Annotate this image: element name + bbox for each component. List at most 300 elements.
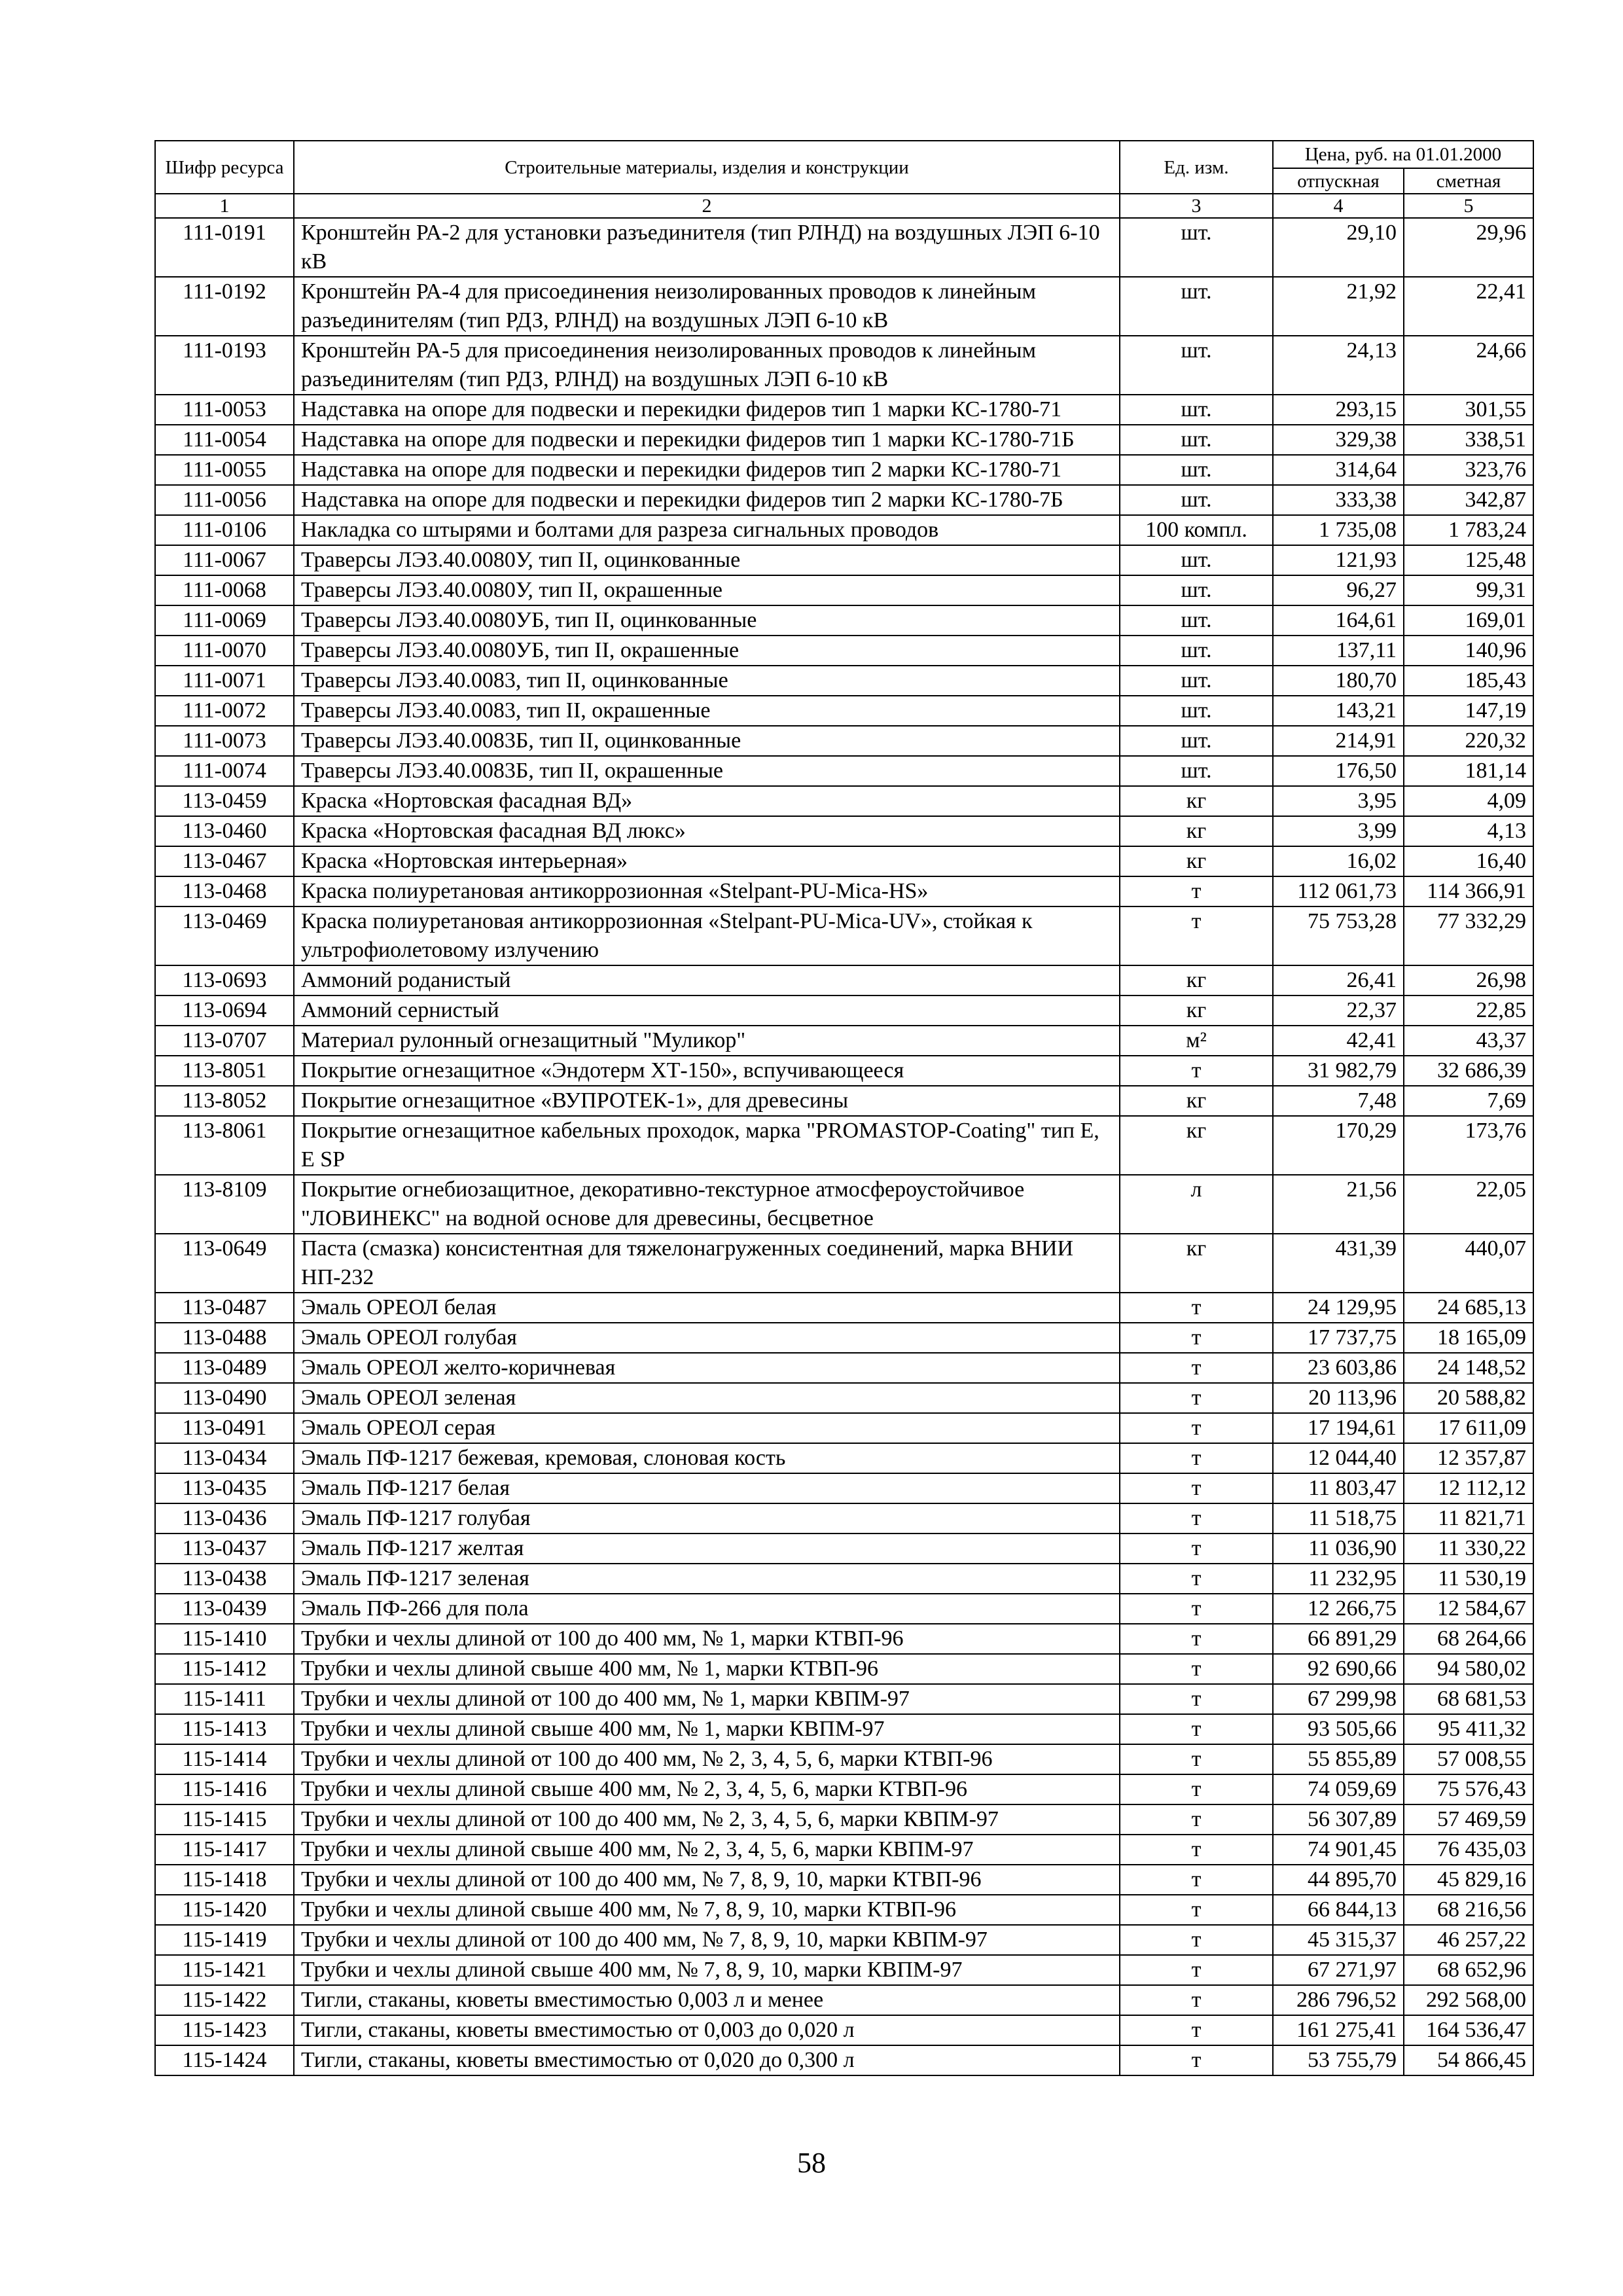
cell-name: Краска полиуретановая антикоррозионная «Stelpant-PU-Mica-HS» (294, 876, 1120, 906)
resource-price-table (154, 140, 1534, 2076)
table-row (155, 786, 1533, 816)
cell-code: 113-8051 (155, 1056, 294, 1086)
cell-estimate: 147,19 (1404, 696, 1533, 726)
cell-code: 113-0435 (155, 1473, 294, 1503)
cell-code: 113-0439 (155, 1594, 294, 1624)
cell-code: 113-0707 (155, 1026, 294, 1056)
cell-estimate: 29,96 (1404, 218, 1533, 277)
cell-name: Трубки и чехлы длиной свыше 400 мм, № 1, марки КТВП-96 (294, 1654, 1120, 1684)
cell-unit: т (1120, 1353, 1273, 1383)
cell-unit: шт. (1120, 395, 1273, 425)
cell-code: 111-0072 (155, 696, 294, 726)
cell-release: 161 275,41 (1273, 2015, 1404, 2045)
cell-name: Трубки и чехлы длиной свыше 400 мм, № 7, 8, 9, 10, марки КТВП-96 (294, 1895, 1120, 1925)
cell-code: 113-8061 (155, 1116, 294, 1175)
cell-unit: 100 компл. (1120, 515, 1273, 545)
table-row (155, 1925, 1533, 1955)
cell-release: 22,37 (1273, 996, 1404, 1026)
cell-unit: т (1120, 1654, 1273, 1684)
table-row (155, 965, 1533, 996)
cell-name: Покрытие огнезащитное «ВУПРОТЕК-1», для древесины (294, 1086, 1120, 1116)
cell-estimate: 12 112,12 (1404, 1473, 1533, 1503)
cell-release: 7,48 (1273, 1086, 1404, 1116)
cell-unit: т (1120, 1985, 1273, 2015)
cell-unit: т (1120, 1714, 1273, 1744)
cell-estimate: 76 435,03 (1404, 1835, 1533, 1865)
cell-unit: т (1120, 1925, 1273, 1955)
table-row (155, 1594, 1533, 1624)
table-row (155, 515, 1533, 545)
cell-estimate: 94 580,02 (1404, 1654, 1533, 1684)
cell-estimate: 169,01 (1404, 605, 1533, 636)
cell-estimate: 77 332,29 (1404, 906, 1533, 965)
cell-unit: шт. (1120, 545, 1273, 575)
cell-release: 17 737,75 (1273, 1323, 1404, 1353)
cell-estimate: 7,69 (1404, 1086, 1533, 1116)
cell-name: Краска «Нортовская интерьерная» (294, 846, 1120, 876)
cell-name: Трубки и чехлы длиной от 100 до 400 мм, № 7, 8, 9, 10, марки КТВП-96 (294, 1865, 1120, 1895)
cell-estimate: 32 686,39 (1404, 1056, 1533, 1086)
cell-name: Тигли, стаканы, кюветы вместимостью от 0,003 до 0,020 л (294, 2015, 1120, 2045)
cell-release: 314,64 (1273, 455, 1404, 485)
cell-name: Краска «Нортовская фасадная ВД» (294, 786, 1120, 816)
cell-code: 113-0694 (155, 996, 294, 1026)
cell-estimate: 20 588,82 (1404, 1383, 1533, 1413)
cell-estimate: 24 148,52 (1404, 1353, 1533, 1383)
cell-unit: т (1120, 1624, 1273, 1654)
cell-name: Эмаль ПФ-1217 бежевая, кремовая, слоновая кость (294, 1443, 1120, 1473)
cell-estimate: 95 411,32 (1404, 1714, 1533, 1744)
cell-release: 333,38 (1273, 485, 1404, 515)
cell-estimate: 68 264,66 (1404, 1624, 1533, 1654)
cell-release: 164,61 (1273, 605, 1404, 636)
cell-name: Тигли, стаканы, кюветы вместимостью от 0,020 до 0,300 л (294, 2045, 1120, 2075)
table-row (155, 816, 1533, 846)
cell-unit: т (1120, 1293, 1273, 1323)
column-number: 1 (155, 194, 294, 218)
cell-release: 21,56 (1273, 1175, 1404, 1234)
cell-estimate: 43,37 (1404, 1026, 1533, 1056)
cell-release: 3,95 (1273, 786, 1404, 816)
cell-estimate: 338,51 (1404, 425, 1533, 455)
cell-code: 115-1420 (155, 1895, 294, 1925)
cell-release: 143,21 (1273, 696, 1404, 726)
cell-code: 111-0056 (155, 485, 294, 515)
cell-unit: кг (1120, 846, 1273, 876)
cell-unit: кг (1120, 996, 1273, 1026)
cell-name: Траверсы ЛЭЗ.40.0083Б, тип II, оцинкованные (294, 726, 1120, 756)
table-row (155, 1026, 1533, 1056)
cell-unit: т (1120, 1804, 1273, 1835)
column-number: 4 (1273, 194, 1404, 218)
cell-release: 286 796,52 (1273, 1985, 1404, 2015)
cell-code: 113-8109 (155, 1175, 294, 1234)
table-row (155, 726, 1533, 756)
cell-code: 115-1423 (155, 2015, 294, 2045)
cell-estimate: 57 469,59 (1404, 1804, 1533, 1835)
cell-code: 113-0467 (155, 846, 294, 876)
table-body (155, 218, 1533, 2075)
cell-release: 67 271,97 (1273, 1955, 1404, 1985)
cell-release: 24,13 (1273, 336, 1404, 395)
cell-release: 180,70 (1273, 666, 1404, 696)
cell-release: 3,99 (1273, 816, 1404, 846)
cell-code: 113-0438 (155, 1564, 294, 1594)
cell-release: 23 603,86 (1273, 1353, 1404, 1383)
table-row (155, 1835, 1533, 1865)
cell-name: Траверсы ЛЭЗ.40.0080У, тип II, окрашенные (294, 575, 1120, 605)
cell-unit: шт. (1120, 425, 1273, 455)
table-row (155, 545, 1533, 575)
cell-release: 66 891,29 (1273, 1624, 1404, 1654)
cell-code: 111-0073 (155, 726, 294, 756)
cell-name: Трубки и чехлы длиной от 100 до 400 мм, № 2, 3, 4, 5, 6, марки КВПМ-97 (294, 1804, 1120, 1835)
table-row (155, 1175, 1533, 1234)
table-row (155, 666, 1533, 696)
cell-unit: кг (1120, 1234, 1273, 1293)
column-number: 2 (294, 194, 1120, 218)
cell-name: Трубки и чехлы длиной от 100 до 400 мм, № 2, 3, 4, 5, 6, марки КТВП-96 (294, 1744, 1120, 1774)
cell-estimate: 173,76 (1404, 1116, 1533, 1175)
cell-code: 115-1417 (155, 1835, 294, 1865)
cell-release: 1 735,08 (1273, 515, 1404, 545)
cell-release: 121,93 (1273, 545, 1404, 575)
table-row (155, 1116, 1533, 1175)
cell-estimate: 54 866,45 (1404, 2045, 1533, 2075)
cell-name: Эмаль ПФ-1217 зеленая (294, 1564, 1120, 1594)
header-unit: Ед. изм. (1120, 141, 1273, 194)
cell-code: 111-0106 (155, 515, 294, 545)
cell-unit: кг (1120, 965, 1273, 996)
cell-release: 16,02 (1273, 846, 1404, 876)
cell-name: Трубки и чехлы длиной от 100 до 400 мм, № 7, 8, 9, 10, марки КВПМ-97 (294, 1925, 1120, 1955)
column-number: 3 (1120, 194, 1273, 218)
cell-estimate: 75 576,43 (1404, 1774, 1533, 1804)
cell-unit: т (1120, 1895, 1273, 1925)
cell-code: 113-0491 (155, 1413, 294, 1443)
cell-estimate: 185,43 (1404, 666, 1533, 696)
table-row (155, 1804, 1533, 1835)
cell-unit: т (1120, 1383, 1273, 1413)
header-name: Строительные материалы, изделия и конструкции (294, 141, 1120, 194)
cell-code: 115-1416 (155, 1774, 294, 1804)
cell-name: Эмаль ОРЕОЛ белая (294, 1293, 1120, 1323)
cell-unit: шт. (1120, 636, 1273, 666)
cell-release: 74 059,69 (1273, 1774, 1404, 1804)
cell-unit: шт. (1120, 218, 1273, 277)
cell-name: Аммоний сернистый (294, 996, 1120, 1026)
cell-name: Кронштейн РА-4 для присоединения неизолированных проводов к линейным разъединителям (тип РДЗ, РЛНД) на воздушных ЛЭП 6-10 кВ (294, 277, 1120, 336)
cell-unit: т (1120, 876, 1273, 906)
cell-unit: т (1120, 906, 1273, 965)
cell-name: Тигли, стаканы, кюветы вместимостью 0,003 л и менее (294, 1985, 1120, 2015)
cell-release: 21,92 (1273, 277, 1404, 336)
cell-code: 113-0436 (155, 1503, 294, 1534)
page-number: 58 (797, 2147, 826, 2179)
cell-release: 96,27 (1273, 575, 1404, 605)
cell-release: 11 036,90 (1273, 1534, 1404, 1564)
cell-release: 53 755,79 (1273, 2045, 1404, 2075)
table-row (155, 575, 1533, 605)
cell-name: Траверсы ЛЭЗ.40.0080УБ, тип II, оцинкованные (294, 605, 1120, 636)
table-row (155, 1985, 1533, 2015)
cell-unit: кг (1120, 1116, 1273, 1175)
cell-release: 92 690,66 (1273, 1654, 1404, 1684)
cell-name: Эмаль ОРЕОЛ желто-коричневая (294, 1353, 1120, 1383)
cell-name: Надставка на опоре для подвески и перекидки фидеров тип 2 марки КС-1780-7Б (294, 485, 1120, 515)
cell-code: 115-1421 (155, 1955, 294, 1985)
cell-estimate: 114 366,91 (1404, 876, 1533, 906)
header-price-release: отпускная (1273, 168, 1404, 194)
cell-estimate: 57 008,55 (1404, 1744, 1533, 1774)
cell-unit: кг (1120, 816, 1273, 846)
cell-code: 113-0649 (155, 1234, 294, 1293)
cell-code: 111-0192 (155, 277, 294, 336)
cell-name: Надставка на опоре для подвески и перекидки фидеров тип 1 марки КС-1780-71Б (294, 425, 1120, 455)
table-row (155, 455, 1533, 485)
cell-code: 113-0437 (155, 1534, 294, 1564)
cell-code: 111-0054 (155, 425, 294, 455)
cell-release: 45 315,37 (1273, 1925, 1404, 1955)
cell-name: Кронштейн РА-5 для присоединения неизолированных проводов к линейным разъединителям (тип РДЗ, РЛНД) на воздушных ЛЭП 6-10 кВ (294, 336, 1120, 395)
cell-code: 113-0489 (155, 1353, 294, 1383)
cell-code: 111-0193 (155, 336, 294, 395)
table-row (155, 1443, 1533, 1473)
cell-code: 113-0434 (155, 1443, 294, 1473)
cell-name: Трубки и чехлы длиной свыше 400 мм, № 7, 8, 9, 10, марки КВПМ-97 (294, 1955, 1120, 1985)
table-row (155, 1383, 1533, 1413)
cell-code: 115-1412 (155, 1654, 294, 1684)
cell-estimate: 292 568,00 (1404, 1985, 1533, 2015)
table-row (155, 696, 1533, 726)
cell-code: 115-1424 (155, 2045, 294, 2075)
table-row (155, 1624, 1533, 1654)
cell-estimate: 22,85 (1404, 996, 1533, 1026)
table-row (155, 756, 1533, 786)
cell-unit: т (1120, 1865, 1273, 1895)
cell-estimate: 12 584,67 (1404, 1594, 1533, 1624)
table-row (155, 636, 1533, 666)
table-row (155, 1293, 1533, 1323)
cell-code: 115-1414 (155, 1744, 294, 1774)
cell-unit: шт. (1120, 696, 1273, 726)
cell-estimate: 4,13 (1404, 816, 1533, 846)
cell-unit: т (1120, 1503, 1273, 1534)
table-row (155, 846, 1533, 876)
cell-estimate: 11 821,71 (1404, 1503, 1533, 1534)
cell-release: 214,91 (1273, 726, 1404, 756)
cell-code: 115-1422 (155, 1985, 294, 2015)
column-number: 5 (1404, 194, 1533, 218)
cell-unit: т (1120, 1473, 1273, 1503)
cell-release: 11 803,47 (1273, 1473, 1404, 1503)
cell-unit: шт. (1120, 605, 1273, 636)
cell-name: Покрытие огнебиозащитное, декоративно-текстурное атмосфероустойчивое "ЛОВИНЕКС" на водной основе для древесины, бесцветное (294, 1175, 1120, 1234)
cell-unit: шт. (1120, 575, 1273, 605)
cell-code: 111-0074 (155, 756, 294, 786)
cell-estimate: 301,55 (1404, 395, 1533, 425)
cell-release: 29,10 (1273, 218, 1404, 277)
table-row (155, 1056, 1533, 1086)
cell-unit: т (1120, 1774, 1273, 1804)
cell-release: 20 113,96 (1273, 1383, 1404, 1413)
cell-name: Эмаль ОРЕОЛ голубая (294, 1323, 1120, 1353)
cell-code: 113-0487 (155, 1293, 294, 1323)
cell-name: Накладка со штырями и болтами для разреза сигнальных проводов (294, 515, 1120, 545)
cell-unit: т (1120, 1323, 1273, 1353)
cell-unit: м² (1120, 1026, 1273, 1056)
cell-estimate: 26,98 (1404, 965, 1533, 996)
cell-code: 115-1413 (155, 1714, 294, 1744)
header-price: Цена, руб. на 01.01.2000 (1273, 141, 1533, 168)
cell-name: Покрытие огнезащитное кабельных проходок, марка "PROMASTOP-Coating" тип E, E SP (294, 1116, 1120, 1175)
cell-estimate: 342,87 (1404, 485, 1533, 515)
cell-unit: шт. (1120, 455, 1273, 485)
cell-unit: шт. (1120, 485, 1273, 515)
cell-estimate: 16,40 (1404, 846, 1533, 876)
table-row (155, 906, 1533, 965)
cell-unit: т (1120, 1594, 1273, 1624)
table-row (155, 1323, 1533, 1353)
cell-estimate: 46 257,22 (1404, 1925, 1533, 1955)
cell-unit: шт. (1120, 756, 1273, 786)
cell-estimate: 22,05 (1404, 1175, 1533, 1234)
cell-release: 56 307,89 (1273, 1804, 1404, 1835)
cell-code: 111-0069 (155, 605, 294, 636)
cell-estimate: 11 330,22 (1404, 1534, 1533, 1564)
cell-estimate: 99,31 (1404, 575, 1533, 605)
cell-name: Траверсы ЛЭЗ.40.0080УБ, тип II, окрашенные (294, 636, 1120, 666)
cell-estimate: 45 829,16 (1404, 1865, 1533, 1895)
cell-estimate: 440,07 (1404, 1234, 1533, 1293)
cell-release: 66 844,13 (1273, 1895, 1404, 1925)
cell-release: 74 901,45 (1273, 1835, 1404, 1865)
cell-name: Покрытие огнезащитное «Эндотерм ХТ-150», вспучивающееся (294, 1056, 1120, 1086)
cell-name: Трубки и чехлы длиной свыше 400 мм, № 1, марки КВПМ-97 (294, 1714, 1120, 1744)
cell-release: 11 518,75 (1273, 1503, 1404, 1534)
cell-unit: т (1120, 1564, 1273, 1594)
cell-release: 112 061,73 (1273, 876, 1404, 906)
table-row (155, 336, 1533, 395)
cell-unit: кг (1120, 786, 1273, 816)
cell-name: Надставка на опоре для подвески и перекидки фидеров тип 1 марки КС-1780-71 (294, 395, 1120, 425)
cell-name: Траверсы ЛЭЗ.40.0080У, тип II, оцинкованные (294, 545, 1120, 575)
table-row (155, 1654, 1533, 1684)
table-row (155, 1413, 1533, 1443)
header-code: Шифр ресурса (155, 141, 294, 194)
table-row (155, 1865, 1533, 1895)
cell-code: 113-0468 (155, 876, 294, 906)
table-row (155, 1353, 1533, 1383)
cell-release: 11 232,95 (1273, 1564, 1404, 1594)
cell-release: 431,39 (1273, 1234, 1404, 1293)
cell-name: Эмаль ПФ-1217 желтая (294, 1534, 1120, 1564)
cell-release: 26,41 (1273, 965, 1404, 996)
cell-release: 75 753,28 (1273, 906, 1404, 965)
cell-code: 111-0068 (155, 575, 294, 605)
cell-code: 115-1418 (155, 1865, 294, 1895)
cell-name: Краска полиуретановая антикоррозионная «Stelpant-PU-Mica-UV», стойкая к ультрофиолетовому излучению (294, 906, 1120, 965)
table-row (155, 2045, 1533, 2075)
cell-unit: л (1120, 1175, 1273, 1234)
cell-code: 113-8052 (155, 1086, 294, 1116)
table-row (155, 1955, 1533, 1985)
cell-unit: кг (1120, 1086, 1273, 1116)
table-row (155, 605, 1533, 636)
cell-unit: шт. (1120, 666, 1273, 696)
cell-code: 111-0067 (155, 545, 294, 575)
cell-code: 111-0053 (155, 395, 294, 425)
cell-release: 31 982,79 (1273, 1056, 1404, 1086)
cell-name: Трубки и чехлы длиной от 100 до 400 мм, № 1, марки КТВП-96 (294, 1624, 1120, 1654)
cell-name: Паста (смазка) консистентная для тяжелонагруженных соединений, марка ВНИИ НП-232 (294, 1234, 1120, 1293)
cell-release: 170,29 (1273, 1116, 1404, 1175)
cell-release: 12 266,75 (1273, 1594, 1404, 1624)
table-row (155, 1086, 1533, 1116)
table-row (155, 1714, 1533, 1744)
cell-release: 93 505,66 (1273, 1714, 1404, 1744)
cell-unit: т (1120, 1056, 1273, 1086)
cell-name: Эмаль ПФ-1217 голубая (294, 1503, 1120, 1534)
cell-estimate: 11 530,19 (1404, 1564, 1533, 1594)
table-row (155, 218, 1533, 277)
cell-estimate: 68 216,56 (1404, 1895, 1533, 1925)
header-price-estimate: сметная (1404, 168, 1533, 194)
cell-estimate: 1 783,24 (1404, 515, 1533, 545)
cell-code: 113-0460 (155, 816, 294, 846)
cell-name: Трубки и чехлы длиной свыше 400 мм, № 2, 3, 4, 5, 6, марки КВПМ-97 (294, 1835, 1120, 1865)
cell-unit: т (1120, 1955, 1273, 1985)
cell-code: 113-0459 (155, 786, 294, 816)
cell-release: 17 194,61 (1273, 1413, 1404, 1443)
table-row (155, 425, 1533, 455)
cell-code: 111-0191 (155, 218, 294, 277)
table-row (155, 1744, 1533, 1774)
cell-estimate: 220,32 (1404, 726, 1533, 756)
cell-estimate: 68 652,96 (1404, 1955, 1533, 1985)
table-row (155, 1774, 1533, 1804)
cell-name: Кронштейн РА-2 для установки разъединителя (тип РЛНД) на воздушных ЛЭП 6-10 кВ (294, 218, 1120, 277)
cell-estimate: 24,66 (1404, 336, 1533, 395)
table-row (155, 277, 1533, 336)
table-row (155, 1503, 1533, 1534)
cell-code: 113-0490 (155, 1383, 294, 1413)
cell-estimate: 17 611,09 (1404, 1413, 1533, 1443)
cell-estimate: 140,96 (1404, 636, 1533, 666)
table-row (155, 1234, 1533, 1293)
cell-code: 115-1419 (155, 1925, 294, 1955)
cell-name: Трубки и чехлы длиной свыше 400 мм, № 2, 3, 4, 5, 6, марки КТВП-96 (294, 1774, 1120, 1804)
cell-name: Краска «Нортовская фасадная ВД люкс» (294, 816, 1120, 846)
cell-release: 12 044,40 (1273, 1443, 1404, 1473)
cell-code: 113-0488 (155, 1323, 294, 1353)
table-row (155, 485, 1533, 515)
cell-unit: шт. (1120, 336, 1273, 395)
table-row (155, 1895, 1533, 1925)
cell-estimate: 164 536,47 (1404, 2015, 1533, 2045)
cell-release: 293,15 (1273, 395, 1404, 425)
cell-code: 111-0071 (155, 666, 294, 696)
cell-name: Траверсы ЛЭЗ.40.0083, тип II, окрашенные (294, 696, 1120, 726)
cell-release: 44 895,70 (1273, 1865, 1404, 1895)
cell-estimate: 181,14 (1404, 756, 1533, 786)
cell-unit: т (1120, 1413, 1273, 1443)
cell-name: Траверсы ЛЭЗ.40.0083Б, тип II, окрашенные (294, 756, 1120, 786)
cell-estimate: 12 357,87 (1404, 1443, 1533, 1473)
cell-name: Материал рулонный огнезащитный "Муликор" (294, 1026, 1120, 1056)
cell-estimate: 22,41 (1404, 277, 1533, 336)
cell-code: 115-1415 (155, 1804, 294, 1835)
